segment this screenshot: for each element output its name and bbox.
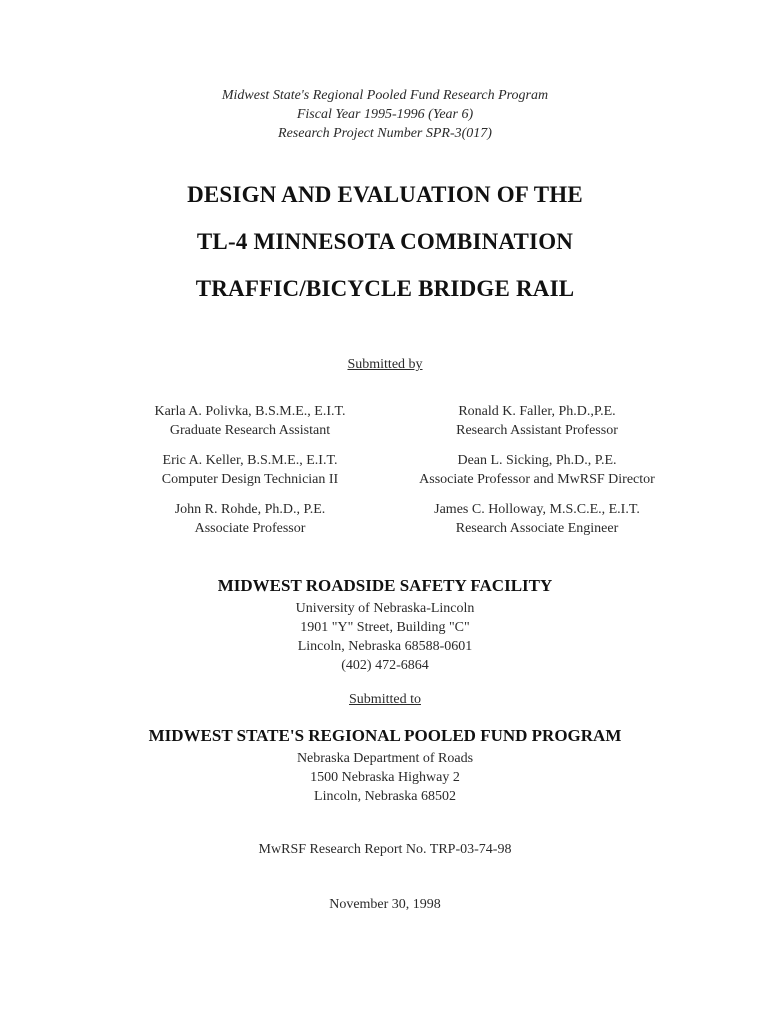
sponsor-department: Nebraska Department of Roads [296,751,474,766]
facility-university: University of Nebraska-Lincoln [295,601,475,616]
author-name: Karla A. Polivka, B.S.M.E., E.I.T. [154,404,346,419]
submitted-to-label: Submitted to [349,692,421,707]
title-line-2: TL-4 MINNESOTA COMBINATION [196,229,574,254]
author-name: James C. Holloway, M.S.C.E., E.I.T. [434,502,640,517]
author-role: Research Assistant Professor [456,423,618,438]
submitted-by-label: Submitted by [347,357,423,372]
report-date: November 30, 1998 [329,897,441,912]
author-name: Ronald K. Faller, Ph.D.,P.E. [458,404,616,419]
title-line-3: TRAFFIC/BICYCLE BRIDGE RAIL [195,276,575,301]
author-block [110,500,390,538]
title-line-1: DESIGN AND EVALUATION OF THE [187,182,583,207]
facility-address [0,599,770,675]
sponsor-city: Lincoln, Nebraska 68502 [314,789,456,804]
author-role: Associate Professor and MwRSF Director [419,472,655,487]
program-header [0,86,770,143]
project-number-line: Research Project Number SPR-3(017) [278,126,492,141]
facility-city: Lincoln, Nebraska 68588-0601 [297,639,473,654]
author-name: Dean L. Sicking, Ph.D., P.E. [457,453,617,468]
author-name: Eric A. Keller, B.S.M.E., E.I.T. [162,453,338,468]
author-block [392,451,682,489]
author-role: Associate Professor [194,521,306,536]
author-block [110,451,390,489]
sponsor-street: 1500 Nebraska Highway 2 [310,770,460,785]
author-block [110,402,390,440]
author-role: Research Associate Engineer [455,521,619,536]
author-role: Computer Design Technician II [161,472,339,487]
program-name-line: Midwest State's Regional Pooled Fund Research Program [221,88,549,103]
sponsor-address [0,749,770,806]
author-block [392,402,682,440]
facility-name: MIDWEST ROADSIDE SAFETY FACILITY [217,576,553,595]
fiscal-year-line: Fiscal Year 1995-1996 (Year 6) [296,107,474,122]
author-name: John R. Rohde, Ph.D., P.E. [174,502,326,517]
report-number: MwRSF Research Report No. TRP-03-74-98 [258,842,512,857]
sponsor-name: MIDWEST STATE'S REGIONAL POOLED FUND PROGRAM [148,726,622,745]
facility-phone: (402) 472-6864 [341,658,429,673]
facility-street: 1901 "Y" Street, Building "C" [300,620,470,635]
author-role: Graduate Research Assistant [169,423,331,438]
author-block [392,500,682,538]
